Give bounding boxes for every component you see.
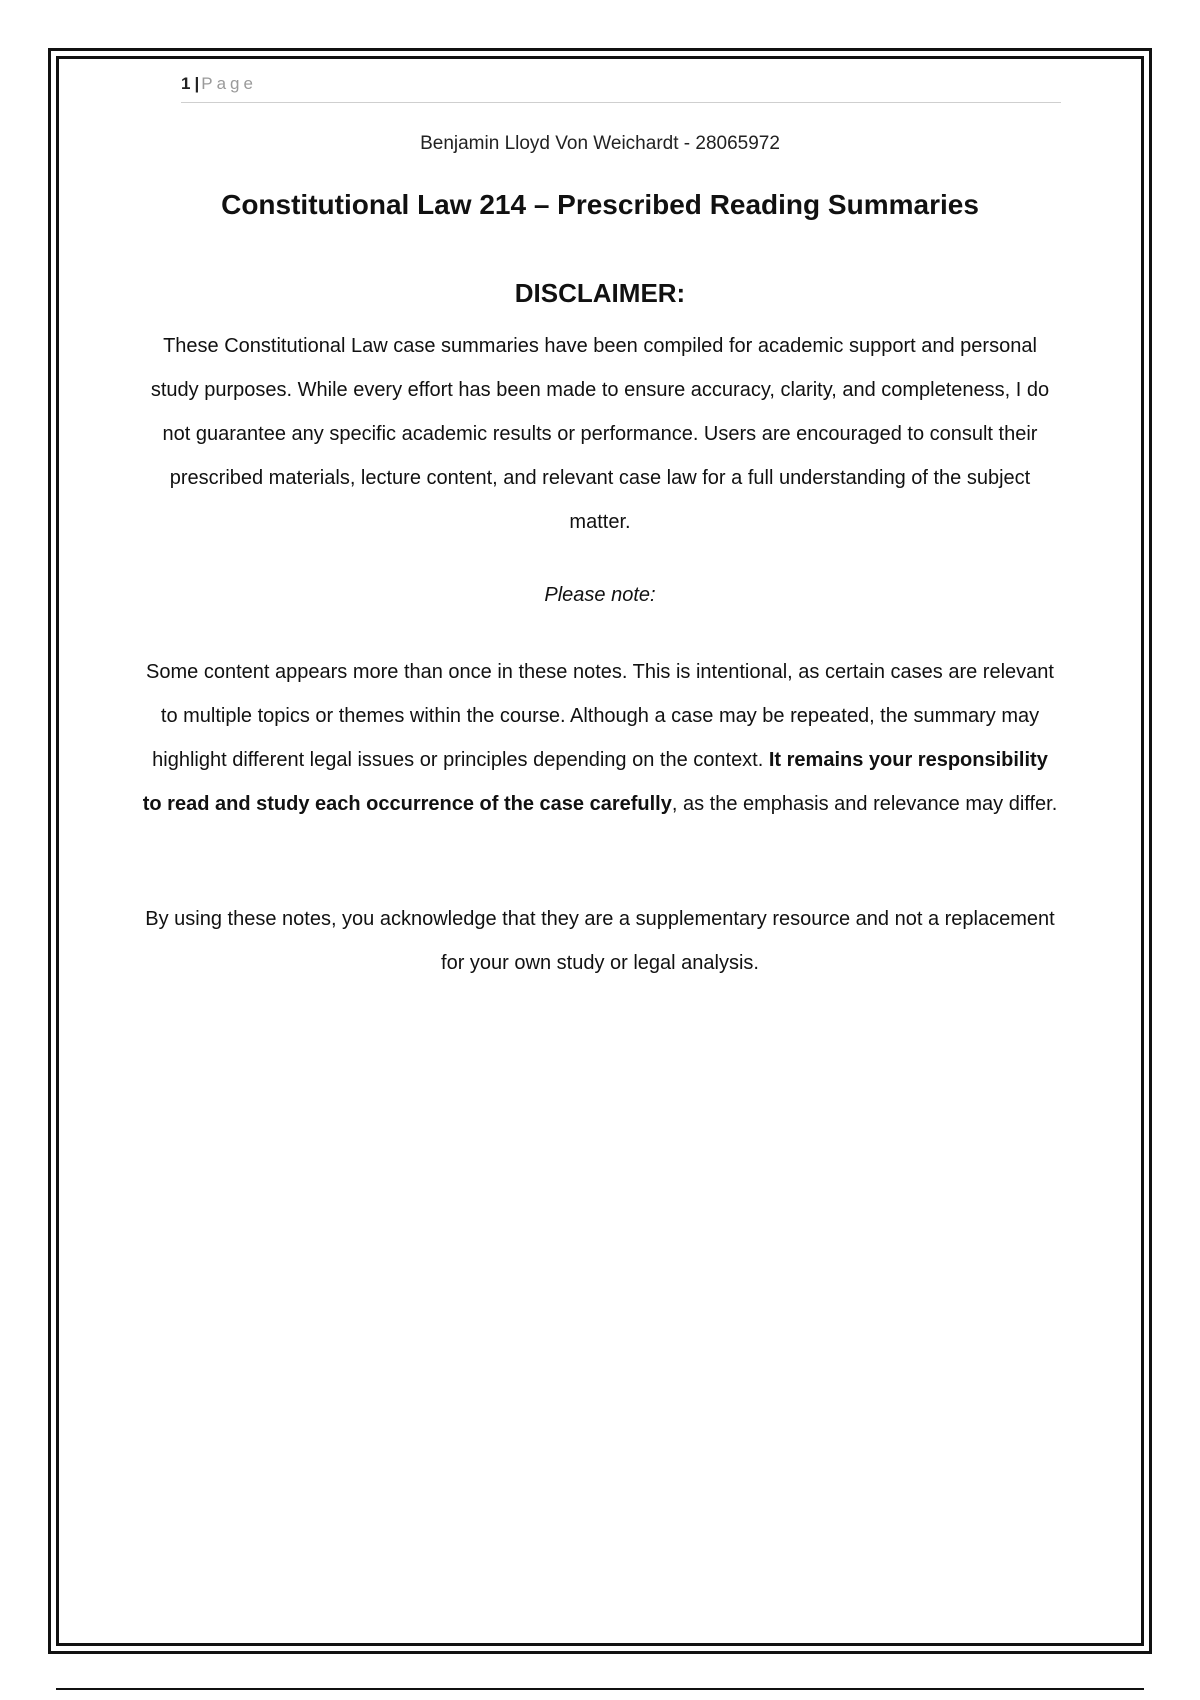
paragraph-2-text-start: Some content appears more than once in these notes. This is intentional, as certain cases are relevant to multiple topics or themes within the course. Although a case may be repeated, the summary may highlight different legal issues or principles depending on the context. <box>146 661 1054 771</box>
paragraph-2-text-end: , as the emphasis and relevance may differ. <box>671 793 1058 815</box>
bottom-rule <box>56 1688 1144 1690</box>
document-title: Constitutional Law 214 – Prescribed Reading Summaries <box>221 189 979 220</box>
disclaimer-paragraph-3: By using these notes, you acknowledge that they are a supplementary resource and not a replacement for your own study or legal analysis. <box>145 908 1055 974</box>
page-number-separator: | <box>194 74 200 93</box>
disclaimer-paragraph-2 <box>140 650 1060 826</box>
paragraph-2-bold-text: It remains your responsibility to read and study each occurrence of the case carefully <box>142 749 1048 815</box>
disclaimer-heading: DISCLAIMER: <box>514 278 686 308</box>
disclaimer-paragraph-1: These Constitutional Law case summaries have been compiled for academic support and personal study purposes. While every effort has been made to ensure accuracy, clarity, and completeness, I do not guarantee any specific academic results or performance. Users are encouraged to consult their prescribed materials, lecture content, and relevant case law for a full understanding of the subject matter. <box>150 335 1050 533</box>
page-label: Page <box>201 74 257 93</box>
please-note-label: Please note: <box>544 584 656 606</box>
author-line: Benjamin Lloyd Von Weichardt - 28065972 <box>420 133 780 154</box>
page-number: 1 <box>181 74 191 93</box>
page-header <box>181 72 1061 103</box>
